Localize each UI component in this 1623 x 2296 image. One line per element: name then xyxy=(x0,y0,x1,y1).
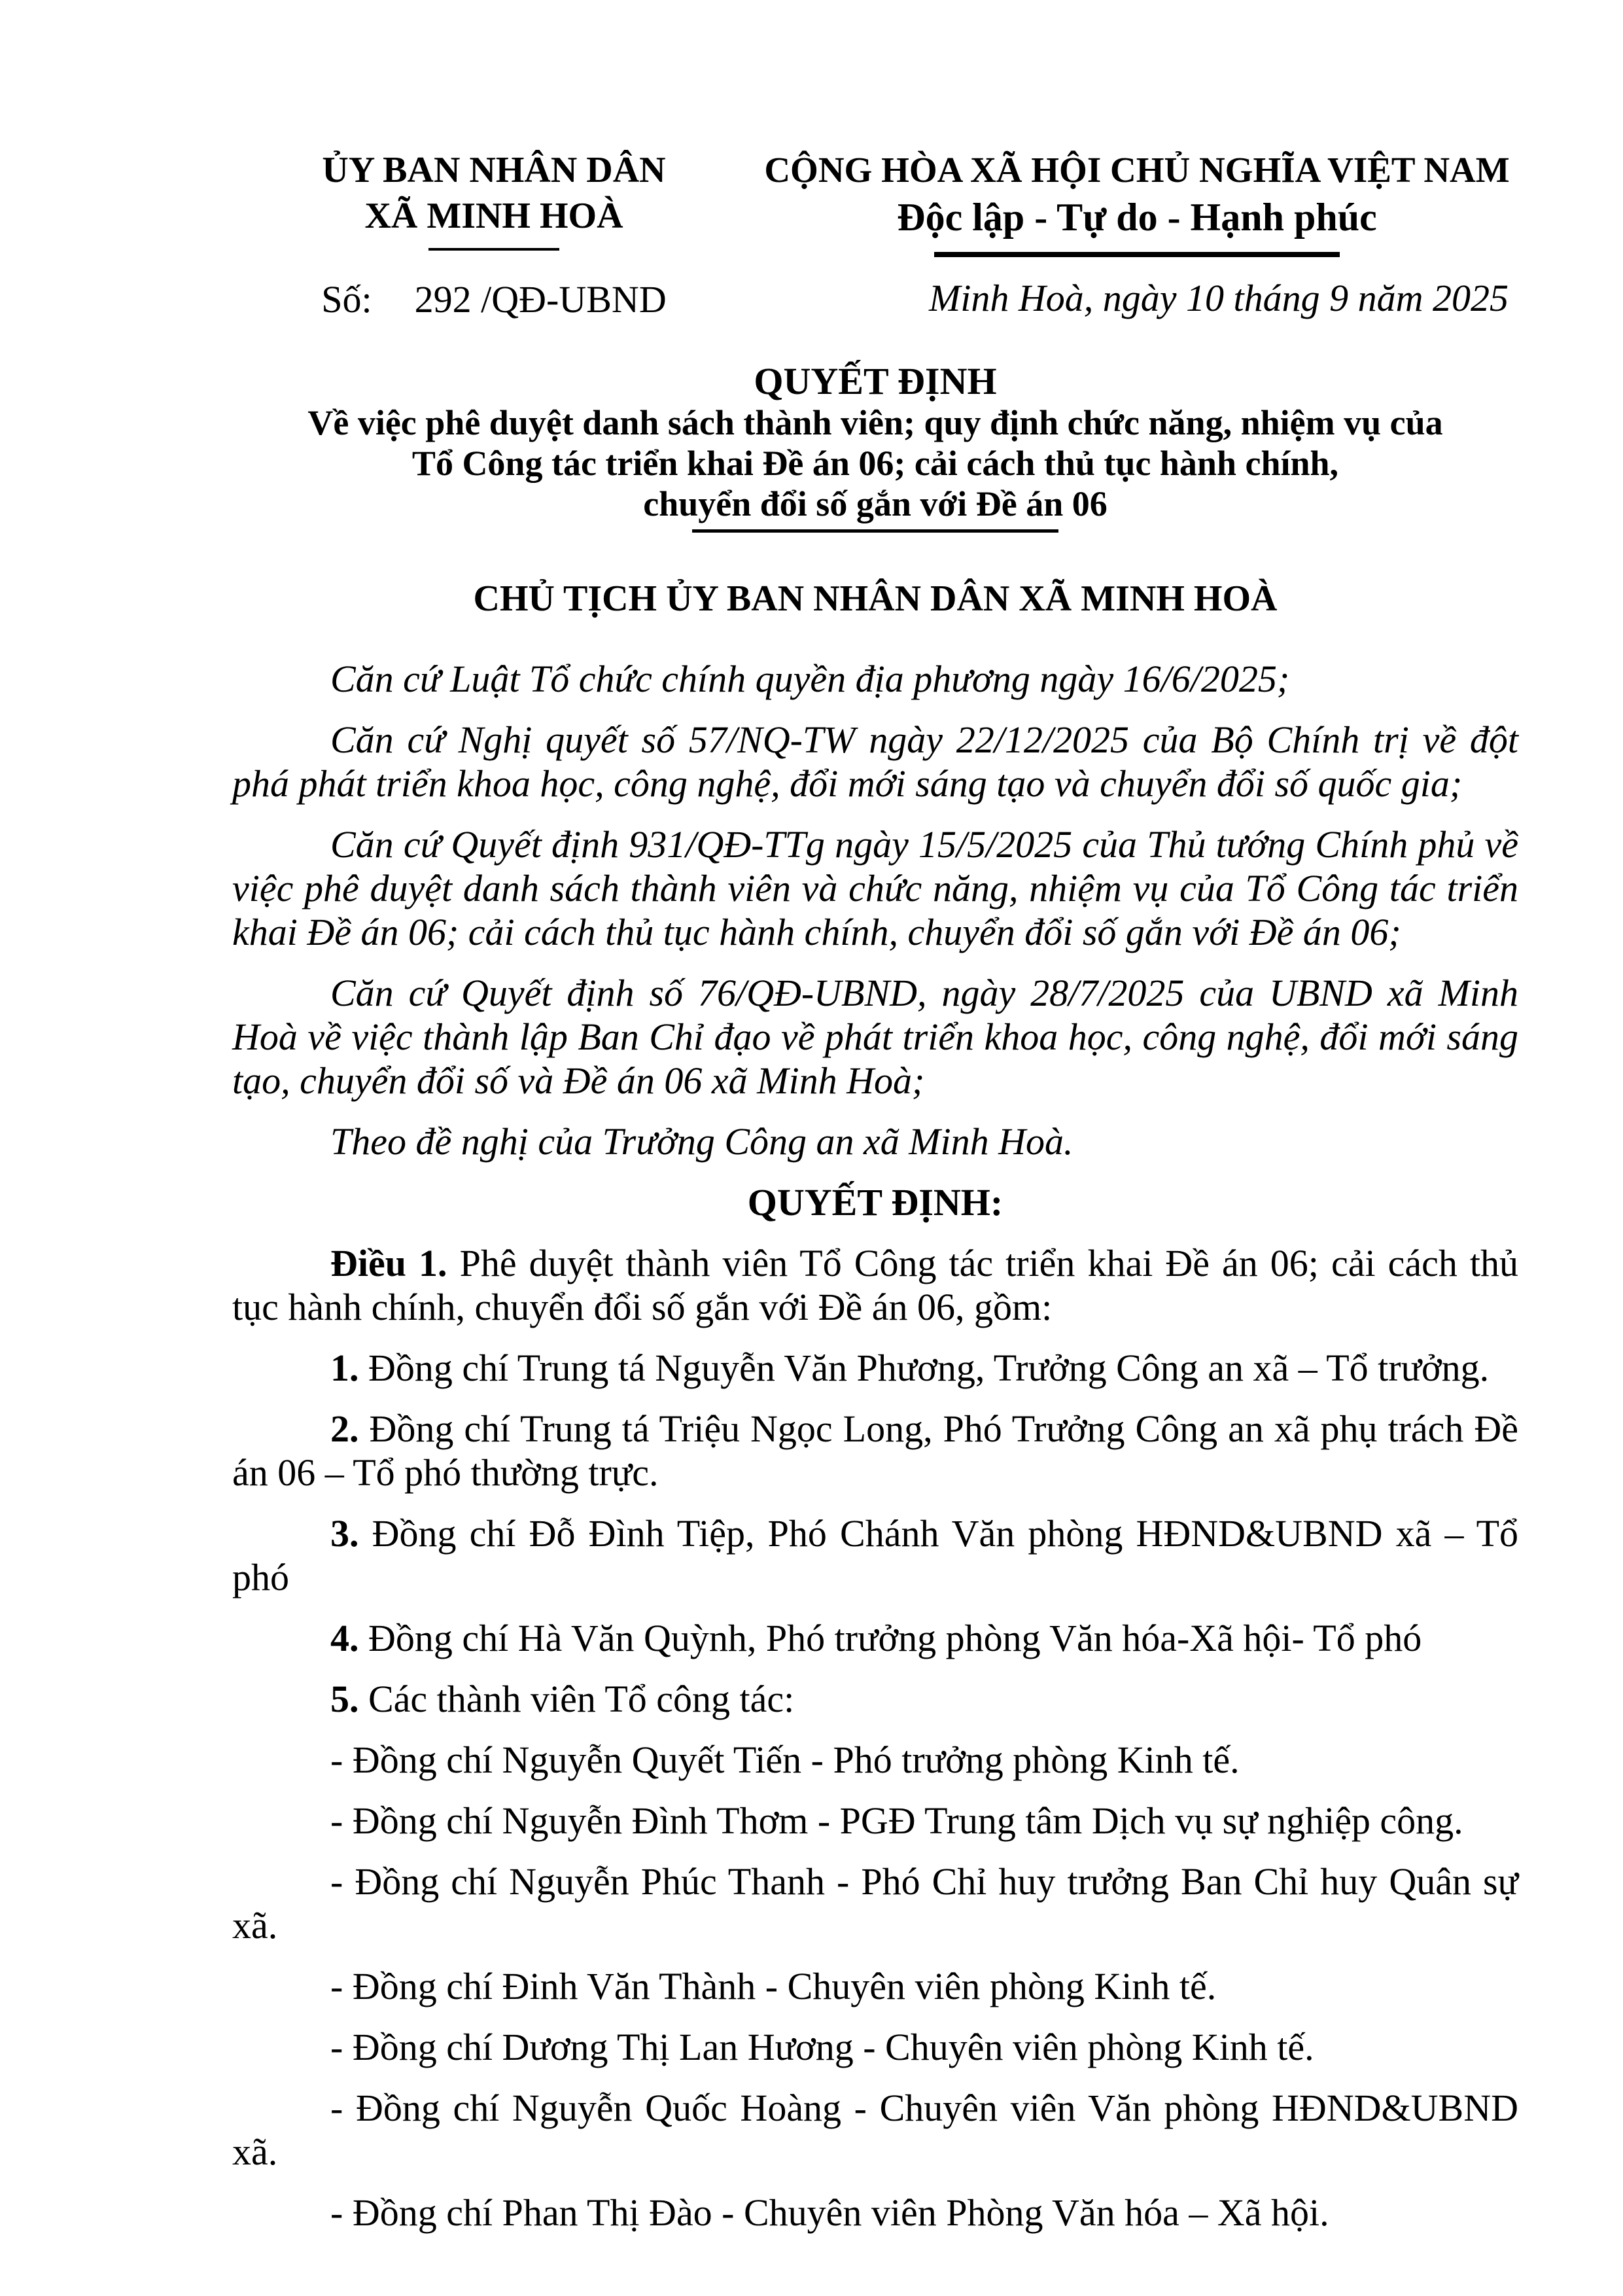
decree-heading: QUYẾT ĐỊNH: xyxy=(747,1181,1003,1224)
member-item-number: 2. xyxy=(330,1407,359,1450)
member-item-text: Đồng chí Trung tá Triệu Ngọc Long, Phó Trưởng Công an xã phụ trách Đề án 06 – Tổ phó thường trực. xyxy=(232,1407,1518,1494)
agency-separator-rule xyxy=(428,248,559,251)
article-1-paragraph xyxy=(232,1241,1518,1329)
member-item-text: Đồng chí Trung tá Nguyễn Văn Phương, Trưởng Công an xã – Tổ trưởng. xyxy=(368,1347,1490,1389)
title-line-3: chuyển đổi số gắn với Đề án 06 xyxy=(643,484,1108,523)
member-item-number: 4. xyxy=(330,1617,359,1659)
member-item-number: 5. xyxy=(330,1678,359,1720)
member-item xyxy=(232,1346,1518,1390)
place-date-line: Minh Hoà, ngày 10 tháng 9 năm 2025 xyxy=(928,277,1509,319)
preamble-paragraph: Căn cứ Luật Tổ chức chính quyền địa phương ngày 16/6/2025; xyxy=(330,658,1290,700)
document-number-label: Số: xyxy=(321,278,372,321)
task-force-member: - Đồng chí Nguyễn Quốc Hoàng - Chuyên viên Văn phòng HĐND&UBND xã. xyxy=(232,2087,1518,2173)
task-force-member: - Đồng chí Dương Thị Lan Hương - Chuyên viên phòng Kinh tế. xyxy=(330,2026,1314,2068)
task-force-member: - Đồng chí Nguyễn Phúc Thanh - Phó Chỉ huy trưởng Ban Chỉ huy Quân sự xã. xyxy=(232,1860,1518,1947)
title-line-2: Tổ Công tác triển khai Đề án 06; cải cách thủ tục hành chính, xyxy=(411,444,1339,483)
preamble-paragraph: Căn cứ Quyết định số 76/QĐ-UBND, ngày 28/7/2025 của UBND xã Minh Hoà về việc thành lập Ban Chỉ đạo về phát triển khoa học, công nghệ, đổi mới sáng tạo, chuyển đổi số và Đề án 06 xã Minh Hoà; xyxy=(232,972,1518,1102)
member-item-number: 3. xyxy=(330,1512,359,1555)
document-number-line xyxy=(232,277,756,323)
member-item xyxy=(232,1677,1518,1721)
issuing-agency-line2: XÃ MINH HOÀ xyxy=(364,196,623,236)
motto-separator-rule xyxy=(934,252,1340,257)
member-item-number: 1. xyxy=(330,1347,359,1389)
national-motto-line: Độc lập - Tự do - Hạnh phúc xyxy=(897,196,1377,239)
title-line-1: Về việc phê duyệt danh sách thành viên; quy định chức năng, nhiệm vụ của xyxy=(307,403,1443,442)
member-item-text: Đồng chí Hà Văn Quỳnh, Phó trưởng phòng Văn hóa-Xã hội- Tổ phó xyxy=(368,1617,1422,1659)
national-header-block xyxy=(756,147,1518,323)
document-body xyxy=(232,657,1518,2234)
member-item xyxy=(232,1616,1518,1660)
issuing-agency-block xyxy=(232,147,756,323)
national-name-line: CỘNG HÒA XÃ HỘI CHỦ NGHĨA VIỆT NAM xyxy=(764,150,1510,190)
preamble-paragraph: Căn cứ Nghị quyết số 57/NQ-TW ngày 22/12/2025 của Bộ Chính trị về đột phá phát triển khoa học, công nghệ, đổi mới sáng tạo và chuyển đổi số quốc gia; xyxy=(232,718,1518,805)
preamble-paragraph: Theo đề nghị của Trưởng Công an xã Minh Hoà. xyxy=(330,1120,1073,1163)
task-force-member: - Đồng chí Nguyễn Quyết Tiến - Phó trưởng phòng Kinh tế. xyxy=(330,1739,1240,1781)
document-header xyxy=(232,147,1518,323)
issuing-agency-line1: ỦY BAN NHÂN DÂN xyxy=(322,150,666,190)
member-item-text: Các thành viên Tổ công tác: xyxy=(368,1678,795,1720)
task-force-member: - Đồng chí Phan Thị Đào - Chuyên viên Phòng Văn hóa – Xã hội. xyxy=(330,2191,1329,2234)
task-force-member: - Đồng chí Đinh Văn Thành - Chuyên viên phòng Kinh tế. xyxy=(330,1965,1217,2007)
member-item xyxy=(232,1511,1518,1599)
title-separator-rule xyxy=(692,529,1058,533)
preamble-paragraph: Căn cứ Quyết định 931/QĐ-TTg ngày 15/5/2025 của Thủ tướng Chính phủ về việc phê duyệt danh sách thành viên và chức năng, nhiệm vụ của Tổ Công tác triển khai Đề án 06; cải cách thủ tục hành chính, chuyển đổi số gắn với Đề án 06; xyxy=(232,823,1518,953)
document-type-heading: QUYẾT ĐỊNH xyxy=(754,360,997,402)
article-1-label: Điều 1. xyxy=(330,1242,447,1284)
document-number-value: 292 /QĐ-UBND xyxy=(414,278,667,321)
member-item xyxy=(232,1407,1518,1494)
title-block xyxy=(232,361,1518,533)
article-1-text: Phê duyệt thành viên Tổ Công tác triển khai Đề án 06; cải cách thủ tục hành chính, chuyển đổi số gắn với Đề án 06, gồm: xyxy=(232,1242,1518,1328)
task-force-member: - Đồng chí Nguyễn Đình Thơm - PGĐ Trung tâm Dịch vụ sự nghiệp công. xyxy=(330,1799,1463,1842)
member-item-text: Đồng chí Đỗ Đình Tiệp, Phó Chánh Văn phòng HĐND&UBND xã – Tổ phó xyxy=(232,1512,1519,1598)
authority-heading: CHỦ TỊCH ỦY BAN NHÂN DÂN XÃ MINH HOÀ xyxy=(473,578,1278,619)
